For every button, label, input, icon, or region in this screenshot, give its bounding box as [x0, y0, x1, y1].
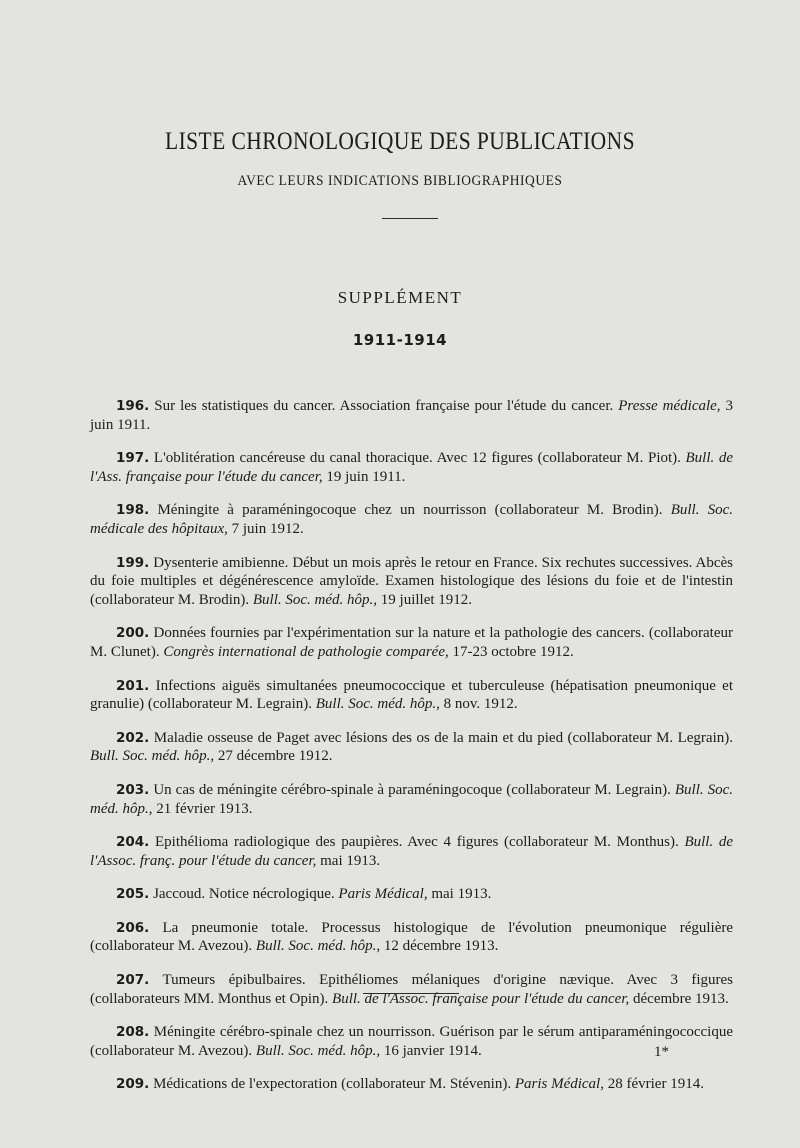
entry-date: 8 nov. 1912. — [443, 696, 518, 713]
page-subtitle: AVEC LEURS INDICATIONS BIBLIOGRAPHIQUES — [237, 173, 563, 189]
entry-date: mai 1913. — [320, 852, 381, 869]
entry-date: mai 1913. — [431, 886, 492, 903]
entry-number: 202. — [116, 729, 150, 746]
entry-citation: Bull. Soc. médicale des hôpitaux, — [90, 502, 734, 537]
publication-entry — [90, 554, 733, 610]
publication-entry — [90, 397, 733, 434]
entry-number: 205. — [116, 886, 150, 903]
entry-number: 199. — [116, 554, 150, 571]
entry-number: 201. — [116, 677, 150, 694]
entry-citation: Paris Médical, — [514, 1076, 604, 1093]
entry-text: Données fournies par l'expérimentation sur la nature et la pathologie des cancers. (collaborateur M. Clunet). — [90, 625, 734, 660]
publication-entry — [90, 677, 733, 714]
page-mark: 1* — [654, 1044, 669, 1060]
publication-entry — [90, 1075, 733, 1094]
closing-divider — [363, 993, 459, 994]
entry-text: Sur les statistiques du cancer. Association française pour l'étude du cancer. — [154, 398, 614, 414]
publication-entry — [90, 781, 733, 818]
title-divider — [382, 218, 438, 219]
publication-list — [90, 382, 733, 1096]
publication-entry — [90, 624, 733, 661]
entry-text: Tumeurs épibulbaires. Epithéliomes mélaniques d'origine nævique. Avec 3 figures (collaborateurs MM. Monthus et Opin). — [90, 972, 733, 1007]
entry-date: décembre 1913. — [633, 990, 729, 1007]
entry-date: 17-23 octobre 1912. — [452, 643, 574, 660]
entry-number: 203. — [116, 781, 150, 798]
entry-text: Dysenterie amibienne. Début un mois après le retour en France. Six rechutes successives. Abcès du foie multiples et dégénérescence amyloïde. Examen histologique des lésions du foie et de l'intestin (collaborateur M. Brodin). — [90, 554, 733, 608]
publication-entry — [90, 449, 733, 486]
entry-text: La pneumonie totale. Processus histologique de l'évolution pneumonique régulière (collaborateur M. Avezou). — [90, 919, 734, 955]
entry-text: Un cas de méningite cérébro-spinale à paraméningocoque (collaborateur M. Legrain). — [153, 781, 671, 798]
entry-number: 196. — [116, 398, 150, 414]
entry-citation: Congrès international de pathologie comparée, — [163, 643, 449, 660]
publication-entry — [90, 1023, 733, 1060]
entry-citation: Bull. de l'Assoc. franç. pour l'étude du cancer, — [90, 834, 734, 869]
entry-text: Méningite cérébro-spinale chez un nourrisson. Guérison par le sérum antiparaméningococcique (collaborateur M. Avezou). — [90, 1024, 733, 1059]
entry-number: 197. — [116, 450, 150, 467]
entry-text: Infections aiguës simultanées pneumococcique et tuberculeuse (hépatisation pneumonique et granulie) (collaborateur M. Legrain). — [90, 677, 733, 713]
entry-date: 3 juin 1911. — [90, 398, 734, 433]
entry-citation: Presse médicale, — [618, 398, 721, 414]
entry-text: L'oblitération cancéreuse du canal thoracique. Avec 12 figures (collaborateur M. Piot). — [153, 450, 681, 467]
entry-number: 200. — [116, 625, 150, 642]
entry-number: 208. — [116, 1024, 150, 1041]
entry-citation: Bull. Soc. méd. hôp., — [315, 696, 440, 713]
entry-number: 204. — [116, 834, 150, 851]
entry-number: 198. — [116, 502, 150, 519]
page-title: LISTE CHRONOLOGIQUE DES PUBLICATIONS — [165, 128, 635, 155]
entry-text: Jaccoud. Notice nécrologique. — [153, 886, 335, 903]
publication-entry — [90, 885, 733, 904]
entry-citation: Bull. Soc. méd. hôp., — [252, 591, 378, 608]
entry-date: 12 décembre 1913. — [383, 938, 499, 955]
entry-text: Médications de l'expectoration (collaborateur M. Stévenin). — [153, 1076, 512, 1093]
entry-citation: Bull. Soc. méd. hôp., — [90, 781, 734, 817]
entry-date: 27 décembre 1912. — [217, 748, 333, 765]
entry-date: 21 février 1913. — [156, 800, 253, 817]
section-title: SUPPLÉMENT — [337, 288, 463, 307]
entry-date: 28 février 1914. — [607, 1076, 704, 1093]
entry-number: 209. — [116, 1076, 150, 1093]
publication-entry — [90, 501, 733, 538]
publication-entry — [90, 729, 733, 766]
publication-entry — [90, 919, 733, 956]
entry-text: Maladie osseuse de Paget avec lésions des os de la main et du pied (collaborateur M. Legrain). — [153, 729, 734, 746]
entry-citation: Bull. de l'Ass. française pour l'étude du cancer, — [90, 450, 734, 485]
entry-citation: Paris Médical, — [338, 886, 428, 903]
publication-entry — [90, 971, 733, 1008]
entry-text: Méningite à paraméningocoque chez un nourrisson (collaborateur M. Brodin). — [157, 502, 663, 519]
entry-date: 19 juin 1911. — [326, 468, 406, 485]
entry-date: 16 janvier 1914. — [383, 1042, 482, 1059]
entry-citation: Bull. Soc. méd. hôp., — [255, 1042, 381, 1059]
entry-date: 7 juin 1912. — [231, 520, 304, 537]
entry-number: 207. — [116, 972, 150, 989]
entry-citation: Bull. de l'Assoc. française pour l'étude du cancer, — [332, 990, 630, 1007]
entry-number: 206. — [116, 919, 150, 936]
entry-text: Epithélioma radiologique des paupières. Avec 4 figures (collaborateur M. Monthus). — [155, 834, 679, 851]
section-years: 1911-1914 — [352, 331, 448, 349]
entry-citation: Bull. Soc. méd. hôp., — [255, 938, 381, 955]
entry-date: 19 juillet 1912. — [380, 591, 473, 608]
entry-citation: Bull. Soc. méd. hôp., — [90, 748, 215, 765]
publication-entry — [90, 833, 733, 870]
